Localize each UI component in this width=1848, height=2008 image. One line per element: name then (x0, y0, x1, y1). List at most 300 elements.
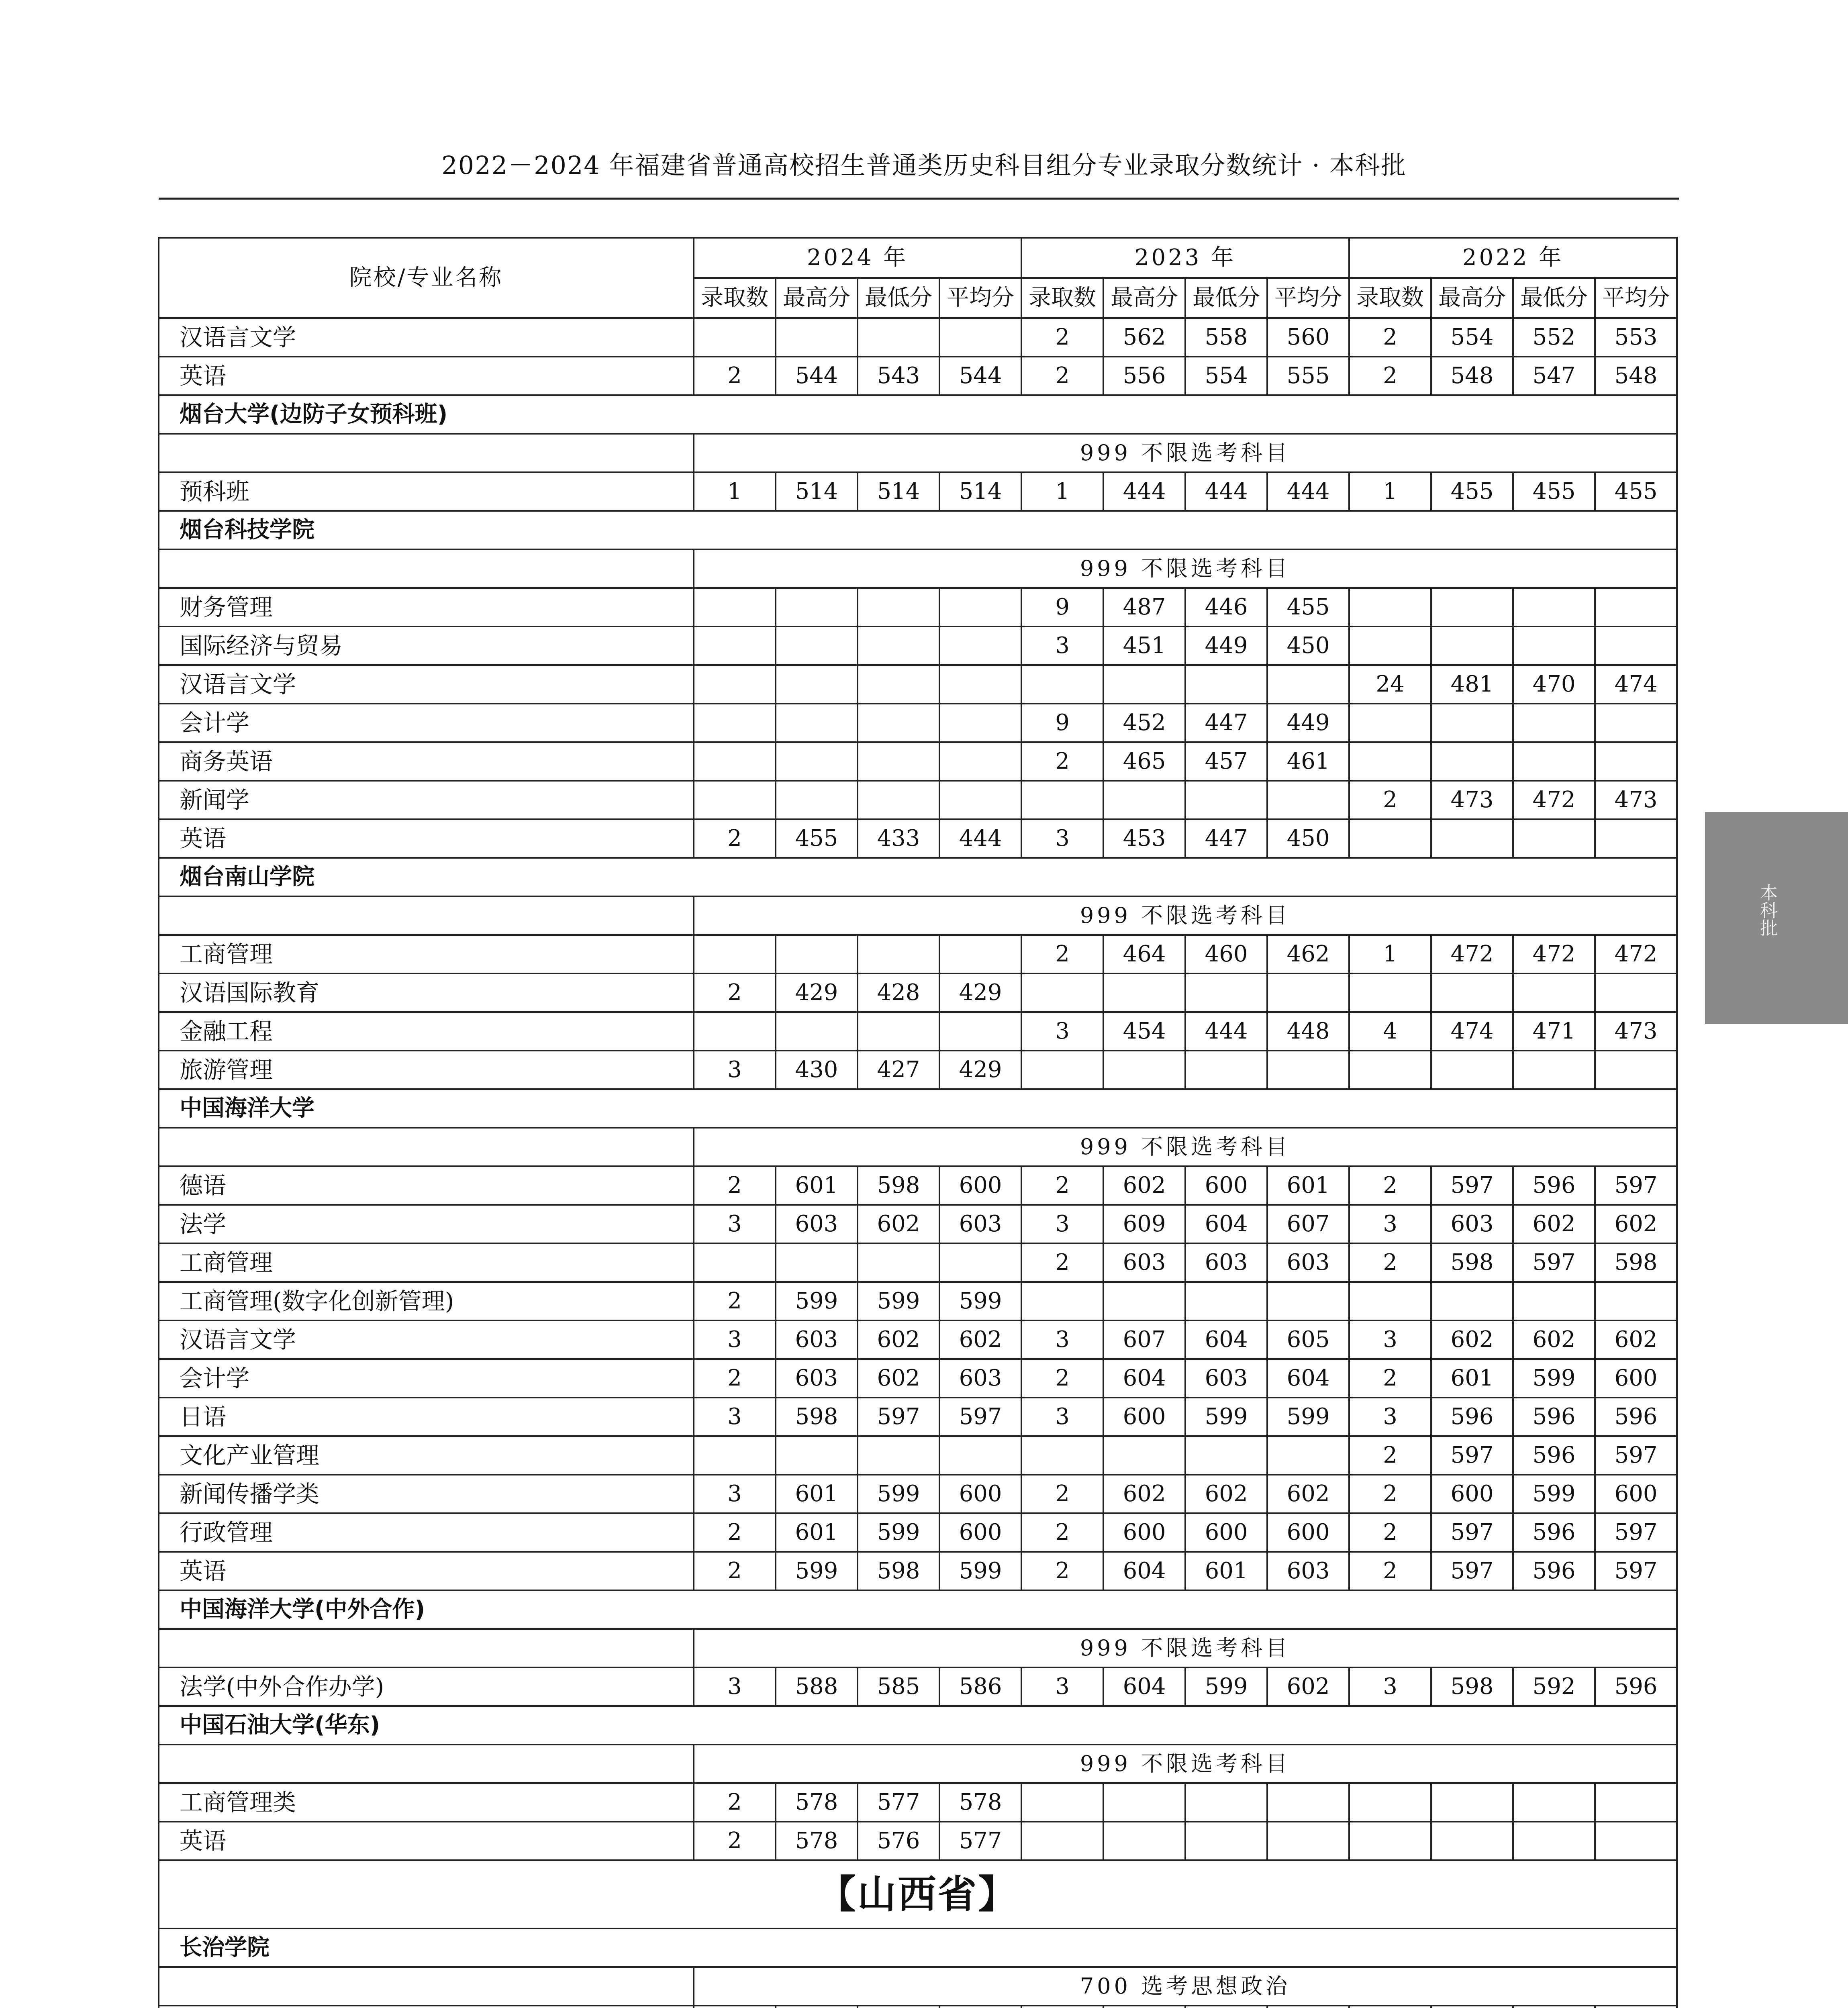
score-cell-avg-score: 603 (1267, 1243, 1349, 1282)
score-cell-min-score: 599 (858, 1475, 939, 1513)
score-cell-max-score (1431, 742, 1513, 781)
major-row (159, 819, 1677, 858)
score-cell-count (694, 2006, 776, 2008)
score-cell-avg-score (1595, 2006, 1677, 2008)
score-cell-count (1349, 2006, 1431, 2008)
score-cell-min-score: 576 (858, 1822, 939, 1860)
score-cell-count: 2 (1021, 742, 1103, 781)
major-name: 英语 (159, 357, 694, 395)
subject-requirement: 999 不限选考科目 (694, 1745, 1677, 1783)
score-cell-min-score: 599 (858, 1513, 939, 1552)
score-cell-min-score: 598 (858, 1166, 939, 1205)
score-cell-min-score: 433 (858, 819, 939, 858)
score-cell-count (694, 626, 776, 665)
score-cell-min-score (858, 665, 939, 704)
score-cell-max-score: 429 (776, 973, 858, 1012)
subject-requirement-row (159, 1745, 1677, 1783)
score-cell-min-score: 596 (1513, 1552, 1595, 1590)
admission-score-table (158, 237, 1678, 2008)
score-cell-min-score (1185, 1436, 1267, 1475)
score-cell-avg-score: 599 (939, 1552, 1021, 1590)
score-cell-max-score: 600 (1103, 1513, 1185, 1552)
score-cell-min-score (1185, 665, 1267, 704)
score-cell-min-score: 449 (1185, 626, 1267, 665)
score-cell-count: 2 (1021, 1359, 1103, 1398)
name-column-header: 院校/专业名称 (159, 238, 694, 318)
major-name: 工商管理类 (159, 1783, 694, 1822)
major-row (159, 935, 1677, 973)
score-cell-avg-score (1595, 973, 1677, 1012)
major-row (159, 588, 1677, 626)
score-cell-max-score: 602 (1431, 1320, 1513, 1359)
score-cell-count (1349, 1822, 1431, 1860)
score-cell-avg-score (1267, 1282, 1349, 1320)
score-cell-max-score (1103, 2006, 1185, 2008)
score-cell-min-score: 514 (858, 472, 939, 511)
institution-row (159, 395, 1677, 434)
score-cell-min-score (1185, 2006, 1267, 2008)
score-cell-max-score: 588 (776, 1667, 858, 1706)
score-cell-count: 3 (694, 1051, 776, 1089)
score-cell-count: 1 (1349, 935, 1431, 973)
major-row (159, 1436, 1677, 1475)
score-cell-avg-score: 603 (939, 1359, 1021, 1398)
score-cell-max-score: 598 (1431, 1667, 1513, 1706)
major-row (159, 742, 1677, 781)
score-cell-avg-score: 461 (1267, 742, 1349, 781)
score-cell-max-score: 556 (1103, 357, 1185, 395)
score-cell-min-score: 602 (1513, 1320, 1595, 1359)
score-cell-count: 9 (1021, 704, 1103, 742)
score-cell-min-score: 599 (1513, 1475, 1595, 1513)
score-cell-avg-score (1595, 742, 1677, 781)
major-name: 工商管理(数字化创新管理) (159, 1282, 694, 1320)
score-cell-avg-score (1267, 781, 1349, 819)
score-cell-max-score (1103, 1282, 1185, 1320)
score-cell-min-score: 558 (1185, 318, 1267, 357)
score-cell-max-score: 472 (1431, 935, 1513, 973)
score-cell-avg-score: 429 (939, 973, 1021, 1012)
subject-requirement-row (159, 434, 1677, 472)
score-cell-max-score: 603 (1431, 1205, 1513, 1243)
score-cell-avg-score: 472 (1595, 935, 1677, 973)
score-cell-count: 2 (694, 1282, 776, 1320)
score-cell-min-score: 427 (858, 1051, 939, 1089)
score-cell-min-score: 596 (1513, 1398, 1595, 1436)
score-cell-count: 2 (1349, 1552, 1431, 1590)
blank-cell (159, 1745, 694, 1783)
score-cell-count: 1 (694, 472, 776, 511)
score-cell-max-score (1103, 1436, 1185, 1475)
score-cell-min-score: 592 (1513, 1667, 1595, 1706)
section-side-tab-label: 本科批 (1757, 884, 1777, 937)
major-name: 行政管理 (159, 1513, 694, 1552)
blank-cell (159, 1967, 694, 2006)
score-cell-max-score (1431, 1822, 1513, 1860)
major-row (159, 1398, 1677, 1436)
score-cell-min-score: 600 (1185, 1166, 1267, 1205)
score-cell-max-score (1431, 973, 1513, 1012)
score-cell-min-score: 603 (1185, 1359, 1267, 1398)
blank-cell (159, 896, 694, 935)
score-cell-count (694, 1243, 776, 1282)
score-cell-min-score (1185, 1822, 1267, 1860)
score-cell-min-score: 471 (1513, 1012, 1595, 1051)
major-row (159, 1475, 1677, 1513)
score-cell-max-score: 596 (1431, 1398, 1513, 1436)
score-cell-count (1021, 665, 1103, 704)
major-row (159, 781, 1677, 819)
score-cell-count: 3 (1021, 626, 1103, 665)
score-cell-max-score: 597 (1431, 1436, 1513, 1475)
score-cell-max-score: 601 (776, 1166, 858, 1205)
institution-row (159, 1928, 1677, 1967)
score-cell-count (1349, 819, 1431, 858)
score-cell-count: 2 (1021, 1243, 1103, 1282)
score-cell-min-score: 470 (1513, 665, 1595, 704)
score-cell-max-score: 598 (1431, 1243, 1513, 1282)
score-cell-max-score: 602 (1103, 1475, 1185, 1513)
score-cell-min-score (1185, 1783, 1267, 1822)
score-cell-max-score: 604 (1103, 1359, 1185, 1398)
score-cell-min-score: 602 (858, 1320, 939, 1359)
score-cell-max-score: 602 (1103, 1166, 1185, 1205)
score-cell-max-score: 600 (1431, 1475, 1513, 1513)
score-cell-avg-score: 602 (939, 1320, 1021, 1359)
score-cell-avg-score: 455 (1267, 588, 1349, 626)
score-cell-avg-score: 602 (1595, 1205, 1677, 1243)
score-cell-max-score (1431, 1282, 1513, 1320)
score-cell-min-score: 547 (1513, 357, 1595, 395)
major-name: 日语 (159, 1398, 694, 1436)
score-cell-min-score: 601 (1185, 1552, 1267, 1590)
score-cell-avg-score: 473 (1595, 781, 1677, 819)
score-cell-min-score (1513, 973, 1595, 1012)
score-cell-max-score: 609 (1103, 1205, 1185, 1243)
score-cell-min-score (1513, 1282, 1595, 1320)
subject-requirement: 999 不限选考科目 (694, 896, 1677, 935)
score-cell-min-score: 554 (1185, 357, 1267, 395)
score-cell-max-score: 481 (1431, 665, 1513, 704)
score-cell-max-score (776, 2006, 858, 2008)
score-cell-count: 2 (1021, 1166, 1103, 1205)
year-header-2022: 2022 年 (1349, 238, 1677, 278)
major-row (159, 1359, 1677, 1398)
score-cell-min-score (1513, 1051, 1595, 1089)
score-cell-count: 2 (694, 1552, 776, 1590)
score-cell-min-score: 599 (1513, 1359, 1595, 1398)
institution-name: 长治学院 (159, 1928, 1677, 1967)
score-cell-min-score: 552 (1513, 318, 1595, 357)
score-cell-avg-score: 600 (1595, 1475, 1677, 1513)
major-name: 法学(中外合作办学) (159, 1667, 694, 1706)
score-cell-min-score (1185, 973, 1267, 1012)
score-cell-avg-score: 449 (1267, 704, 1349, 742)
score-cell-count (1021, 973, 1103, 1012)
major-row (159, 1051, 1677, 1089)
subject-requirement-row (159, 1967, 1677, 2006)
score-cell-count: 2 (1349, 357, 1431, 395)
col-header-count: 录取数 (1021, 278, 1103, 318)
score-cell-max-score (776, 1436, 858, 1475)
score-cell-count: 24 (1349, 665, 1431, 704)
major-row (159, 1282, 1677, 1320)
score-cell-max-score (776, 704, 858, 742)
score-cell-max-score (776, 318, 858, 357)
score-cell-count: 3 (694, 1667, 776, 1706)
score-cell-avg-score: 607 (1267, 1205, 1349, 1243)
score-cell-count (1349, 1051, 1431, 1089)
score-cell-max-score: 597 (1431, 1513, 1513, 1552)
score-cell-count (1349, 1282, 1431, 1320)
score-cell-avg-score (939, 1012, 1021, 1051)
score-cell-max-score: 487 (1103, 588, 1185, 626)
score-cell-avg-score: 548 (1595, 357, 1677, 395)
score-cell-max-score: 601 (1431, 1359, 1513, 1398)
major-name: 新闻学 (159, 781, 694, 819)
score-cell-avg-score: 474 (1595, 665, 1677, 704)
subject-requirement: 999 不限选考科目 (694, 549, 1677, 588)
major-name: 英语 (159, 1822, 694, 1860)
score-cell-avg-score (939, 935, 1021, 973)
score-cell-count (1349, 1783, 1431, 1822)
score-cell-avg-score (939, 626, 1021, 665)
score-cell-avg-score (939, 588, 1021, 626)
score-cell-max-score (1431, 588, 1513, 626)
major-name: 旅游管理 (159, 1051, 694, 1089)
score-cell-avg-score: 599 (1267, 1398, 1349, 1436)
score-cell-avg-score (1267, 1783, 1349, 1822)
score-cell-max-score: 601 (776, 1513, 858, 1552)
score-cell-count (1021, 781, 1103, 819)
score-cell-max-score: 607 (1103, 1320, 1185, 1359)
score-cell-max-score (776, 665, 858, 704)
score-cell-min-score: 604 (1185, 1320, 1267, 1359)
score-cell-count (1349, 742, 1431, 781)
score-cell-count (694, 588, 776, 626)
score-cell-avg-score: 602 (1267, 1667, 1349, 1706)
institution-name: 中国石油大学(华东) (159, 1706, 1677, 1745)
score-cell-avg-score (1267, 973, 1349, 1012)
major-row (159, 1822, 1677, 1860)
score-cell-count: 9 (1021, 588, 1103, 626)
col-header-avg: 平均分 (1267, 278, 1349, 318)
col-header-max: 最高分 (776, 278, 858, 318)
score-cell-max-score: 454 (1103, 1012, 1185, 1051)
score-cell-avg-score: 444 (939, 819, 1021, 858)
score-cell-max-score: 455 (776, 819, 858, 858)
institution-name: 中国海洋大学 (159, 1089, 1677, 1128)
score-cell-max-score (776, 1012, 858, 1051)
score-cell-min-score: 599 (1185, 1398, 1267, 1436)
major-name: 金融工程 (159, 1012, 694, 1051)
score-cell-count: 2 (1021, 357, 1103, 395)
score-cell-max-score (1103, 1783, 1185, 1822)
score-cell-min-score (858, 626, 939, 665)
score-cell-count (694, 935, 776, 973)
score-cell-min-score (858, 1012, 939, 1051)
score-cell-count (694, 781, 776, 819)
score-cell-count: 3 (694, 1475, 776, 1513)
score-cell-avg-score (1595, 626, 1677, 665)
score-cell-max-score (776, 626, 858, 665)
score-cell-max-score: 554 (1431, 318, 1513, 357)
score-cell-count: 2 (1349, 1359, 1431, 1398)
score-cell-count: 2 (1349, 781, 1431, 819)
score-cell-avg-score (1267, 2006, 1349, 2008)
institution-name: 烟台大学(边防子女预科班) (159, 395, 1677, 434)
score-cell-avg-score (1267, 1051, 1349, 1089)
year-header-2024: 2024 年 (694, 238, 1021, 278)
score-cell-count (694, 1436, 776, 1475)
score-cell-max-score (776, 935, 858, 973)
col-header-min: 最低分 (1185, 278, 1267, 318)
score-cell-max-score: 473 (1431, 781, 1513, 819)
score-cell-max-score: 603 (776, 1320, 858, 1359)
score-cell-avg-score: 601 (1267, 1166, 1349, 1205)
score-cell-max-score (1103, 665, 1185, 704)
major-name: 汉语言文学 (159, 318, 694, 357)
major-row (159, 1166, 1677, 1205)
score-cell-min-score (858, 588, 939, 626)
score-cell-avg-score (1595, 1822, 1677, 1860)
score-cell-max-score: 578 (776, 1822, 858, 1860)
score-cell-count: 1 (1349, 472, 1431, 511)
score-cell-avg-score: 586 (939, 1667, 1021, 1706)
score-cell-count: 2 (1021, 935, 1103, 973)
score-cell-count (1021, 1436, 1103, 1475)
col-header-count: 录取数 (1349, 278, 1431, 318)
score-cell-avg-score: 603 (1267, 1552, 1349, 1590)
score-cell-max-score: 598 (776, 1398, 858, 1436)
score-cell-avg-score: 577 (939, 1822, 1021, 1860)
score-cell-avg-score: 600 (1267, 1513, 1349, 1552)
subject-requirement: 700 选考思想政治 (694, 1967, 1677, 2006)
score-cell-count: 4 (1349, 1012, 1431, 1051)
major-name: 汉语国际教育 (159, 973, 694, 1012)
score-cell-max-score: 603 (776, 1359, 858, 1398)
score-cell-max-score: 514 (776, 472, 858, 511)
score-cell-count: 2 (694, 357, 776, 395)
major-name: 工商管理 (159, 1243, 694, 1282)
province-heading: 【山西省】 (159, 1860, 1677, 1928)
score-cell-count: 2 (694, 1513, 776, 1552)
major-row (159, 1552, 1677, 1590)
score-cell-count: 2 (694, 1166, 776, 1205)
score-cell-count (1349, 588, 1431, 626)
score-cell-avg-score (939, 704, 1021, 742)
score-cell-count (1021, 2006, 1103, 2008)
score-cell-min-score: 602 (858, 1359, 939, 1398)
major-row (159, 1243, 1677, 1282)
score-cell-avg-score: 444 (1267, 472, 1349, 511)
score-cell-avg-score: 604 (1267, 1359, 1349, 1398)
major-name: 工商管理 (159, 935, 694, 973)
major-name: 法学 (159, 1205, 694, 1243)
score-cell-count: 3 (1349, 1205, 1431, 1243)
score-cell-count (1349, 626, 1431, 665)
major-row (159, 704, 1677, 742)
major-row (159, 2006, 1677, 2008)
score-cell-min-score (1513, 819, 1595, 858)
score-cell-min-score: 599 (858, 1282, 939, 1320)
blank-cell (159, 434, 694, 472)
score-cell-count: 2 (1349, 1513, 1431, 1552)
score-cell-avg-score: 462 (1267, 935, 1349, 973)
score-cell-avg-score (939, 781, 1021, 819)
score-cell-min-score: 602 (1513, 1205, 1595, 1243)
blank-cell (159, 1629, 694, 1667)
score-cell-avg-score: 600 (939, 1475, 1021, 1513)
score-cell-count: 2 (694, 1822, 776, 1860)
major-row (159, 357, 1677, 395)
score-cell-min-score (1513, 626, 1595, 665)
major-row (159, 973, 1677, 1012)
score-cell-max-score: 465 (1103, 742, 1185, 781)
score-cell-avg-score: 597 (1595, 1166, 1677, 1205)
score-cell-max-score (1431, 819, 1513, 858)
score-cell-avg-score: 544 (939, 357, 1021, 395)
score-cell-max-score: 474 (1431, 1012, 1513, 1051)
score-cell-max-score: 599 (776, 1552, 858, 1590)
score-cell-avg-score: 596 (1595, 1667, 1677, 1706)
subject-requirement-row (159, 549, 1677, 588)
score-cell-count: 3 (694, 1205, 776, 1243)
score-cell-max-score: 562 (1103, 318, 1185, 357)
score-cell-max-score (1103, 1822, 1185, 1860)
major-row (159, 1320, 1677, 1359)
score-cell-max-score (776, 781, 858, 819)
score-cell-max-score (776, 1243, 858, 1282)
score-cell-min-score: 598 (858, 1552, 939, 1590)
score-cell-max-score: 455 (1431, 472, 1513, 511)
score-cell-avg-score: 450 (1267, 626, 1349, 665)
subject-requirement-row (159, 1629, 1677, 1667)
score-cell-avg-score: 599 (939, 1282, 1021, 1320)
score-cell-count: 3 (1021, 1012, 1103, 1051)
score-cell-min-score (1185, 781, 1267, 819)
score-cell-avg-score: 600 (939, 1166, 1021, 1205)
score-cell-min-score: 604 (1185, 1205, 1267, 1243)
score-cell-avg-score: 553 (1595, 318, 1677, 357)
major-name (159, 2006, 694, 2008)
major-name: 国际经济与贸易 (159, 626, 694, 665)
score-cell-avg-score: 597 (1595, 1513, 1677, 1552)
score-cell-min-score (858, 781, 939, 819)
score-cell-max-score (776, 742, 858, 781)
major-row (159, 318, 1677, 357)
table-body (159, 318, 1677, 2008)
major-name: 文化产业管理 (159, 1436, 694, 1475)
score-cell-max-score: 548 (1431, 357, 1513, 395)
score-cell-count: 2 (1349, 1436, 1431, 1475)
score-cell-count: 2 (1349, 318, 1431, 357)
major-name: 预科班 (159, 472, 694, 511)
score-cell-count: 2 (1349, 1475, 1431, 1513)
score-cell-avg-score: 596 (1595, 1398, 1677, 1436)
score-cell-max-score (1431, 2006, 1513, 2008)
blank-cell (159, 1128, 694, 1166)
major-row (159, 665, 1677, 704)
score-cell-count (1021, 1282, 1103, 1320)
score-cell-avg-score: 455 (1595, 472, 1677, 511)
score-cell-avg-score: 602 (1267, 1475, 1349, 1513)
score-cell-count: 2 (1021, 1475, 1103, 1513)
score-cell-avg-score (1267, 1822, 1349, 1860)
page-header-title: 2022－2024 年福建省普通高校招生普通类历史科目组分专业录取分数统计 · 本科批 (441, 151, 1407, 180)
score-cell-count (694, 665, 776, 704)
score-cell-count: 2 (694, 973, 776, 1012)
